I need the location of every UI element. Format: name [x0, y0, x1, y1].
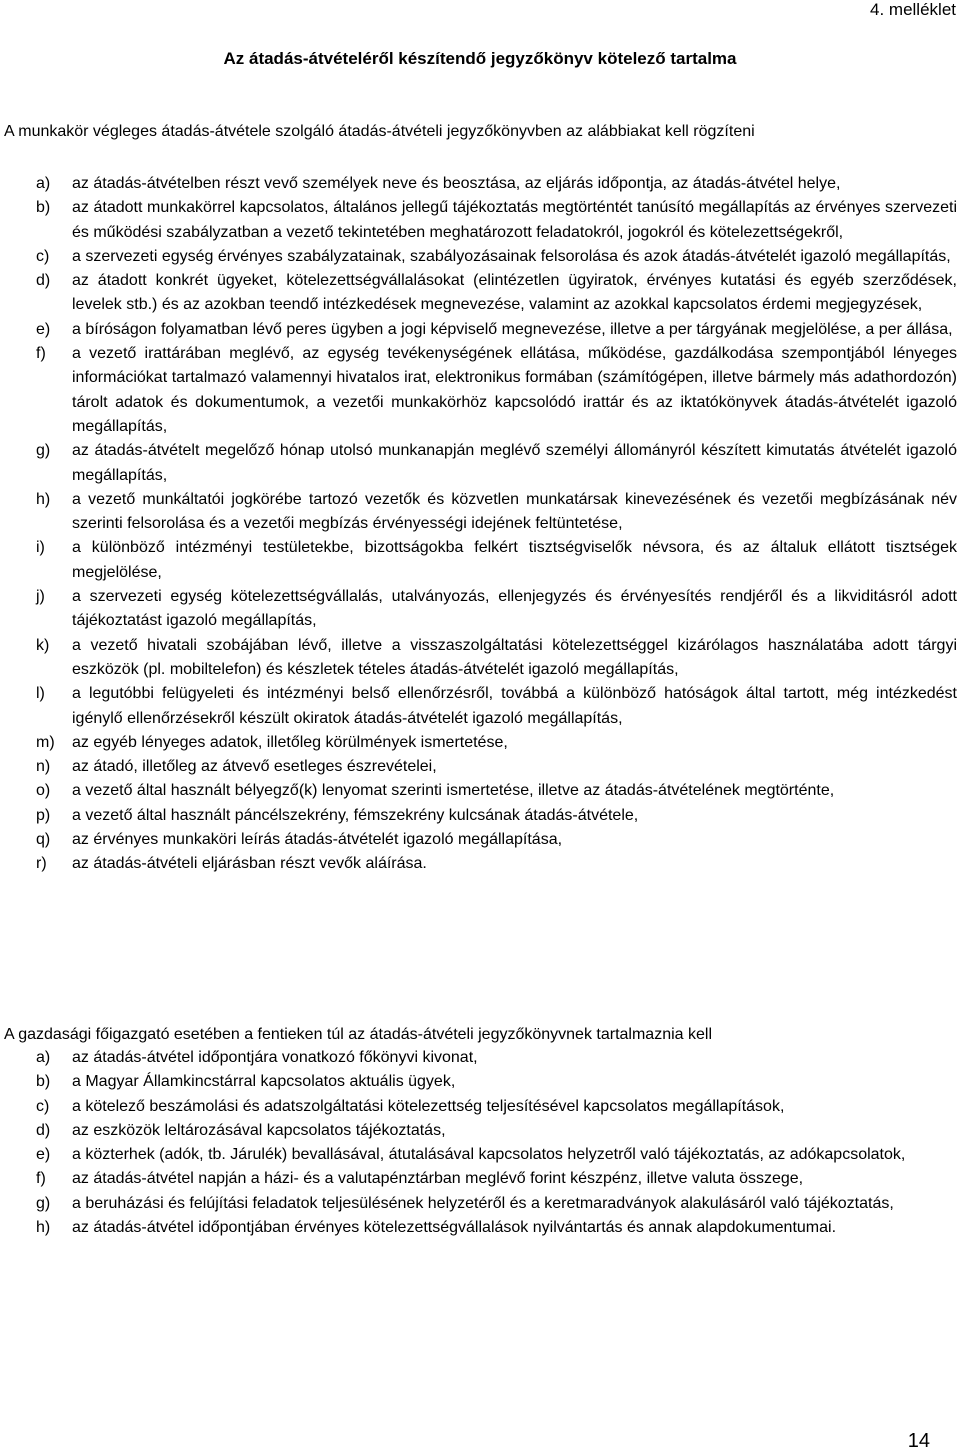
item-letter: e): [36, 1146, 51, 1164]
document-title: Az átadás-átvételéről készítendő jegyzőkönyv kötelező tartalma: [223, 49, 737, 68]
item-letter: a): [36, 1049, 51, 1066]
item-letter: l): [36, 685, 45, 703]
item-text: az átadott munkakörrel kapcsolatos, általános jellegű tájékoztatás megtörténtét tanúsító megállapítás az érvényes szervezeti és működési szabályzatban a vezető tekintetében meghatározott feladatokról, jogokról és kötelezettségekről,: [72, 199, 957, 241]
section2-list: [36, 1046, 957, 1240]
section1-list: [36, 172, 957, 877]
item-letter: h): [36, 1219, 51, 1237]
item-text: az átadás-átvétel napján a házi- és a valutapénztárban meglévő forint készpénz, illetve valuta összege,: [72, 1170, 804, 1188]
item-text: az átadás-átvétel időpontjára vonatkozó főkönyvi kivonat,: [72, 1049, 478, 1066]
item-text: az átadás-átvétel időpontjában érvényes kötelezettségvállalások nyilvántartás és annak alapdokumentumai.: [72, 1219, 837, 1237]
list-item: [36, 755, 957, 779]
list-item: [36, 804, 957, 828]
item-letter: g): [36, 442, 51, 460]
list-item: [36, 682, 957, 731]
item-text: a különböző intézményi testületekbe, bizottságokba felkért tisztségviselők névsora, és az általuk ellátott tisztségek megjelölése,: [72, 539, 957, 581]
item-text: az eszközök leltározásával kapcsolatos tájékoztatás,: [72, 1121, 446, 1139]
item-text: a kötelező beszámolási és adatszolgáltatási kötelezettség teljesítésével kapcsolatos megállapítások,: [72, 1097, 785, 1115]
item-letter: j): [36, 588, 45, 606]
item-text: a vezető irattárában meglévő, az egység tevékenységének ellátása, működése, gazdálkodása szempontjából lényeges információkat tartalmazó valamennyi hivatalos irat, elektronikus formában (számítógépen, illetve bármely más adathordozón) tárolt adatok és dokumentumok, a vezetői munkakörhöz kapcsolódó irattár és az iktatókönyvek átadás-átvételét igazoló megállapítás,: [72, 345, 957, 435]
item-letter: d): [36, 1121, 51, 1139]
item-letter: i): [36, 539, 45, 557]
item-letter: b): [36, 1073, 51, 1091]
list-item: [36, 1192, 957, 1216]
list-item: [36, 1119, 957, 1143]
list-item: [36, 731, 957, 755]
item-text: a beruházási és felújítási feladatok teljesülésének helyzetéről és a keretmaradványok alakulásáról való tájékoztatás,: [72, 1194, 894, 1212]
list-item: [36, 318, 957, 342]
list-item: [36, 536, 957, 585]
list-item: [36, 852, 957, 876]
item-letter: d): [36, 272, 51, 290]
list-item: [36, 1046, 957, 1070]
item-text: az átadás-átvételben részt vevő személyek neve és beosztása, az eljárás időpontja, az átadás-átvétel helye,: [72, 175, 841, 192]
item-letter: r): [36, 855, 47, 873]
list-item: [36, 585, 957, 634]
item-letter: f): [36, 1170, 46, 1188]
item-letter: p): [36, 806, 51, 824]
list-item: [36, 1070, 957, 1094]
list-item: [36, 1167, 957, 1191]
item-letter: h): [36, 490, 51, 508]
item-letter: g): [36, 1194, 51, 1212]
list-item: [36, 488, 957, 537]
item-text: a közterhek (adók, tb. Járulék) bevallásával, átutalásával kapcsolatos helyzetről való tájékoztatás, az adókapcsolatok,: [72, 1146, 906, 1164]
item-text: a vezető által használt bélyegző(k) lenyomat szerinti ismertetése, illetve az átadás-átvételének megtörténte,: [72, 782, 835, 800]
item-text: a Magyar Államkincstárral kapcsolatos aktuális ügyek,: [72, 1073, 456, 1091]
item-text: a legutóbbi felügyeleti és intézményi belső ellenőrzésről, továbbá a különböző hatóságok által tartott, még intézkedést igénylő ellenőrzésekről készült okiratok átadás-átvételét igazoló megállapítás,: [72, 685, 957, 727]
item-text: az érvényes munkaköri leírás átadás-átvételét igazoló megállapítása,: [72, 831, 563, 849]
item-text: a bíróságon folyamatban lévő peres ügyben a jogi képviselő megnevezése, illetve a per tárgyának megjelölése, a per állása,: [72, 320, 953, 338]
page-number: 14: [907, 1430, 930, 1452]
list-item: [36, 172, 957, 196]
item-text: az átadott konkrét ügyeket, kötelezettségvállalásokat (elintézetlen ügyiratok, érvényes kutatási és egyéb szerződések, levelek stb.) és az azokban teendő intézkedések megnevezése, valamint az azokkal kapcsolatos érdemi megjegyzések,: [72, 272, 957, 314]
item-letter: b): [36, 199, 51, 217]
item-text: a vezető hivatali szobájában lévő, illetve a visszaszolgáltatási kötelezettséggel kizárólagos használatába adott tárgyi eszközök (pl. mobiltelefon) és készletek tételes átadás-átvételét igazoló megállapítás,: [72, 636, 957, 678]
item-text: a szervezeti egység kötelezettségvállalás, utalványozás, ellenjegyzés és érvényesítés rendjéről és a likviditásról adott tájékoztatást igazoló megállapítás,: [72, 588, 957, 630]
item-text: az átadás-átvételi eljárásban részt vevők aláírása.: [72, 855, 427, 873]
list-item: [36, 196, 957, 245]
list-item: [36, 1216, 957, 1240]
item-text: az egyéb lényeges adatok, illetőleg körülmények ismertetése,: [72, 733, 508, 751]
item-letter: f): [36, 345, 46, 363]
item-letter: c): [36, 247, 50, 265]
item-letter: q): [36, 831, 51, 849]
list-item: [36, 245, 957, 269]
section1-intro: A munkakör végleges átadás-átvétele szolgáló átadás-átvételi jegyzőkönyvben az alábbiakat kell rögzíteni: [4, 123, 755, 140]
list-item: [36, 779, 957, 803]
list-item: [36, 439, 957, 488]
item-letter: k): [36, 636, 50, 654]
list-item: [36, 634, 957, 683]
list-item: [36, 269, 957, 318]
item-letter: a): [36, 175, 51, 192]
item-letter: c): [36, 1097, 50, 1115]
item-text: a vezető által használt páncélszekrény, fémszekrény kulcsának átadás-átvétele,: [72, 806, 639, 824]
item-letter: m): [36, 733, 55, 751]
item-letter: e): [36, 320, 51, 338]
list-item: [36, 1095, 957, 1119]
annex-label: 4. melléklet: [870, 0, 956, 19]
item-letter: n): [36, 758, 51, 776]
item-text: az átadó, illetőleg az átvevő esetleges észrevételei,: [72, 758, 437, 776]
list-item: [36, 342, 957, 439]
item-text: a vezető munkáltatói jogkörébe tartozó vezetők és közvetlen munkatársak kinevezésének és vezetői megbízásának név szerinti felsorolása és a vezetői megbízás érvényességi idejének feltüntetése,: [72, 490, 957, 533]
list-item: [36, 828, 957, 852]
list-item: [36, 1143, 957, 1167]
item-letter: o): [36, 782, 51, 800]
section2-intro: A gazdasági főigazgató esetében a fentieken túl az átadás-átvételi jegyzőkönyvnek tartalmaznia kell: [4, 1026, 712, 1043]
item-text: az átadás-átvételt megelőző hónap utolsó munkanapján meglévő személyi állományról készített kimutatás átvételét igazoló megállapítás,: [72, 442, 957, 484]
item-text: a szervezeti egység érvényes szabályzatainak, szabályozásainak felsorolása és azok átadás-átvételét igazoló megállapítás,: [72, 247, 951, 265]
